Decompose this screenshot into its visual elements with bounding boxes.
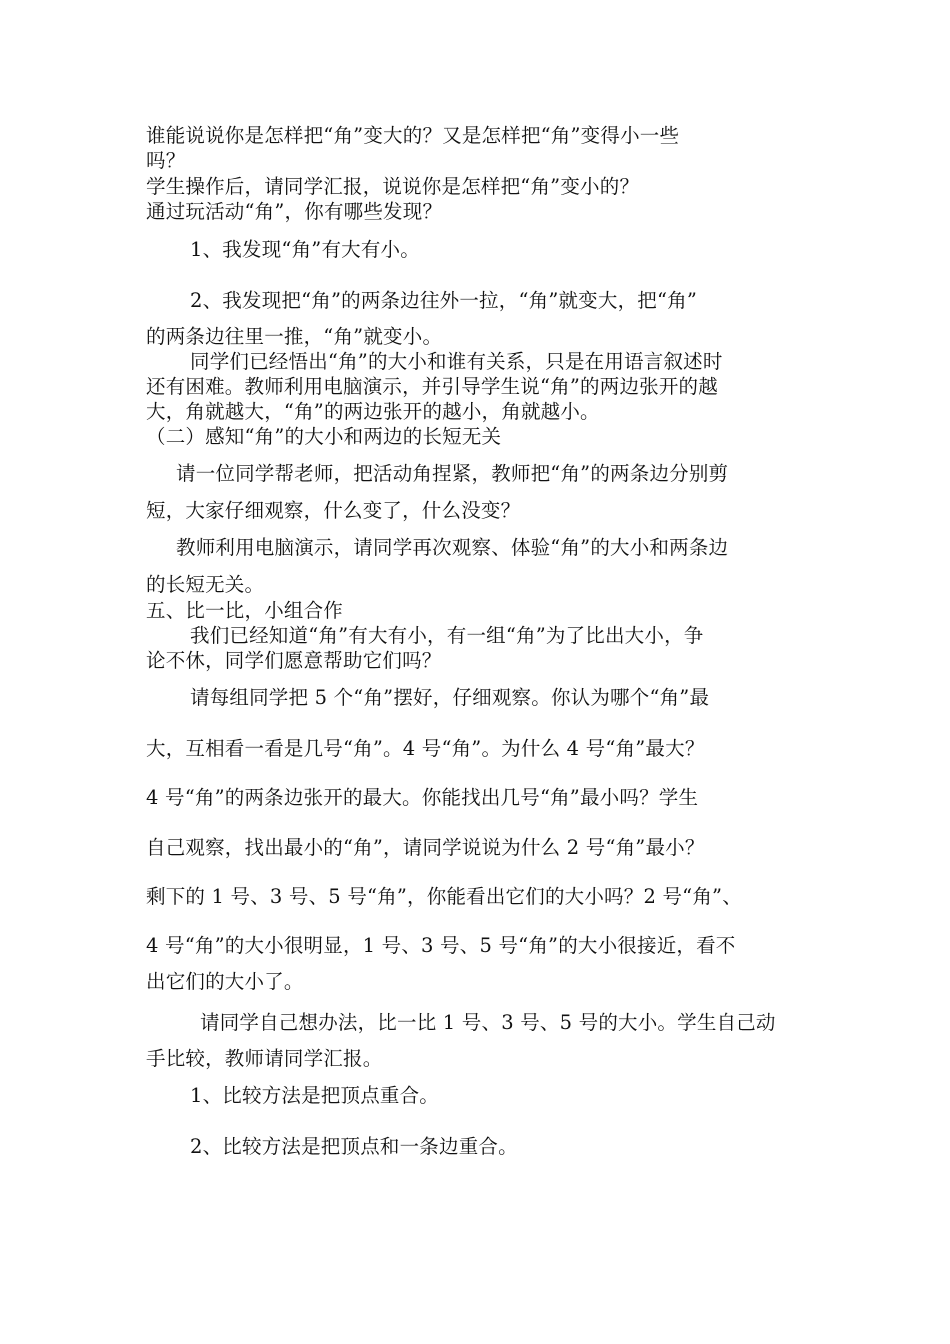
text-line: 大，角就越大，“角”的两边张开的越小，角就越小。	[146, 400, 600, 423]
text-line: 的两条边往里一推，“角”就变小。	[146, 325, 443, 348]
text-line: 出它们的大小了。	[146, 970, 304, 993]
text-line: 的长短无关。	[146, 573, 265, 596]
text-line: 教师利用电脑演示，请同学再次观察、体验“角”的大小和两条边	[176, 536, 729, 559]
text-line: 4 号“角”的大小很明显，1 号、3 号、5 号“角”的大小很接近，看不	[146, 934, 736, 957]
text-line: 吗？	[146, 149, 186, 172]
text-line: 短，大家仔细观察，什么变了，什么没变？	[146, 499, 521, 522]
text-line: 我们已经知道“角”有大有小，有一组“角”为了比出大小，争	[190, 624, 704, 647]
text-line: 通过玩活动“角”，你有哪些发现？	[146, 200, 443, 223]
text-line: 谁能说说你是怎样把“角”变大的？又是怎样把“角”变得小一些	[146, 124, 680, 147]
text-line: 大，互相看一看是几号“角”。4 号“角”。为什么 4 号“角”最大？	[146, 737, 705, 760]
text-line: 2、我发现把“角”的两条边往外一拉，“角”就变大，把“角”	[190, 289, 698, 312]
section-heading: 五、比一比，小组合作	[146, 599, 344, 622]
text-line: 1、我发现“角”有大有小。	[190, 238, 420, 261]
text-line: 自己观察，找出最小的“角”，请同学说说为什么 2 号“角”最小？	[146, 836, 705, 859]
text-line: 请每组同学把 5 个“角”摆好，仔细观察。你认为哪个“角”最	[190, 686, 710, 709]
text-line: 还有困难。教师利用电脑演示，并引导学生说“角”的两边张开的越	[146, 375, 718, 398]
text-line: 手比较，教师请同学汇报。	[146, 1047, 383, 1070]
text-line: 同学们已经悟出“角”的大小和谁有关系，只是在用语言叙述时	[190, 350, 723, 373]
list-item: 1、比较方法是把顶点重合。	[190, 1084, 440, 1107]
text-line: 4 号“角”的两条边张开的最大。你能找出几号“角”最小吗？学生	[146, 786, 699, 809]
text-line: 请同学自己想办法，比一比 1 号、3 号、5 号的大小。学生自己动	[200, 1011, 776, 1034]
text-line: 论不休，同学们愿意帮助它们吗？	[146, 649, 442, 672]
text-line: 剩下的 1 号、3 号、5 号“角”，你能看出它们的大小吗？2 号“角”、	[146, 885, 742, 908]
list-item: 2、比较方法是把顶点和一条边重合。	[190, 1135, 518, 1158]
text-line: 请一位同学帮老师，把活动角捏紧，教师把“角”的两条边分别剪	[176, 462, 729, 485]
text-line: 学生操作后，请同学汇报，说说你是怎样把“角”变小的？	[146, 175, 640, 198]
section-heading: （二）感知“角”的大小和两边的长短无关	[146, 425, 502, 448]
